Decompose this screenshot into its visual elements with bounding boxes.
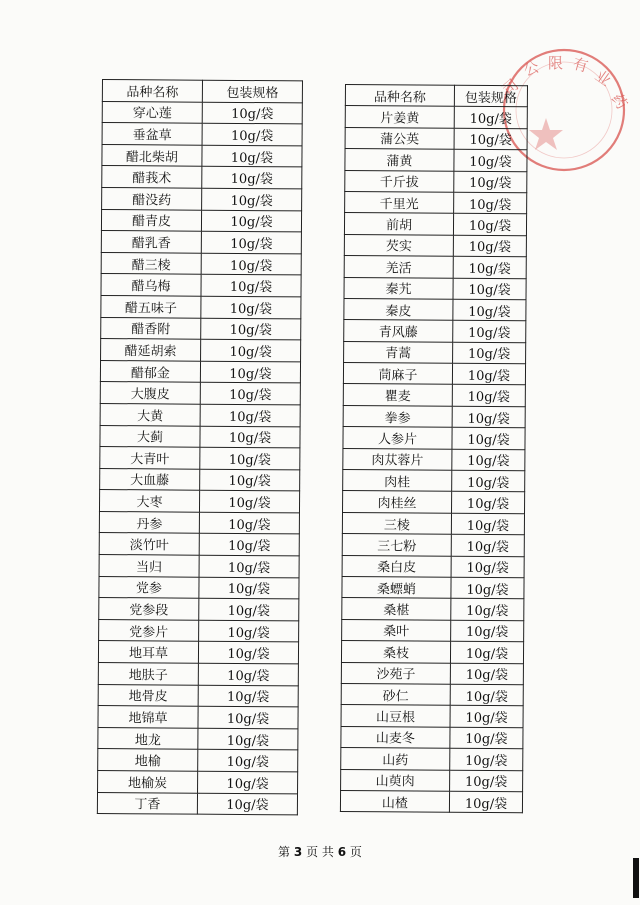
herb-name-cell: 大青叶 xyxy=(100,447,200,469)
table-row xyxy=(100,382,300,405)
package-spec-cell: 10g/袋 xyxy=(450,663,523,685)
herb-name-cell: 拳参 xyxy=(343,405,452,427)
table-row xyxy=(341,683,523,706)
herb-name-cell: 人参片 xyxy=(343,427,452,449)
herb-name-cell: 桑叶 xyxy=(342,619,451,641)
herb-name-cell: 大血藤 xyxy=(100,468,200,490)
herb-name-cell: 沙苑子 xyxy=(341,662,450,684)
herb-name-cell: 蒲黄 xyxy=(345,149,454,171)
package-spec-cell: 10g/袋 xyxy=(197,793,297,815)
package-spec-cell: 10g/袋 xyxy=(451,556,524,578)
herb-name-cell: 党参片 xyxy=(99,619,199,641)
table-row xyxy=(343,448,525,471)
table-header-row xyxy=(345,85,527,108)
package-spec-cell: 10g/袋 xyxy=(451,577,524,599)
svg-text:药: 药 xyxy=(607,89,632,113)
package-spec-cell: 10g/袋 xyxy=(453,214,526,236)
package-spec-cell: 10g/袋 xyxy=(198,771,298,793)
package-spec-cell: 10g/袋 xyxy=(199,620,299,642)
table-row xyxy=(343,427,525,450)
herb-name-cell: 大枣 xyxy=(99,490,199,512)
herb-name-cell: 醋郁金 xyxy=(100,360,200,382)
package-spec-cell: 10g/袋 xyxy=(454,149,527,171)
herb-name-cell: 丹参 xyxy=(99,511,199,533)
svg-text:业: 业 xyxy=(591,66,615,90)
table-row xyxy=(99,533,299,556)
page-number-footer xyxy=(0,843,640,860)
package-spec-cell: 10g/袋 xyxy=(453,256,526,278)
table-row xyxy=(101,209,301,232)
footer-suffix: 页 xyxy=(349,845,362,859)
table-row xyxy=(344,277,526,300)
herb-name-cell: 山楂 xyxy=(340,790,449,812)
package-spec-cell: 10g/袋 xyxy=(450,641,523,663)
package-spec-cell: 10g/袋 xyxy=(199,598,299,620)
package-spec-cell: 10g/袋 xyxy=(200,447,300,469)
table-row xyxy=(101,231,301,254)
package-spec-cell: 10g/袋 xyxy=(453,342,526,364)
herb-name-cell: 前胡 xyxy=(344,213,453,235)
herb-name-cell: 秦皮 xyxy=(344,298,453,320)
footer-middle: 页 共 xyxy=(306,845,334,859)
herb-name-cell: 淡竹叶 xyxy=(99,533,199,555)
table-row xyxy=(340,790,522,813)
svg-text:公: 公 xyxy=(521,57,542,80)
package-spec-cell: 10g/袋 xyxy=(452,470,525,492)
herb-name-cell: 瞿麦 xyxy=(343,384,452,406)
table-row xyxy=(102,101,302,124)
table-row xyxy=(344,213,526,236)
package-spec-cell: 10g/袋 xyxy=(450,684,523,706)
table-row xyxy=(102,166,302,189)
herb-name-cell: 桑白皮 xyxy=(342,555,451,577)
package-spec-cell: 10g/袋 xyxy=(201,275,301,297)
package-spec-cell: 10g/袋 xyxy=(202,145,302,167)
herb-name-cell: 大腹皮 xyxy=(100,382,200,404)
package-spec-cell: 10g/袋 xyxy=(198,728,298,750)
package-spec-cell: 10g/袋 xyxy=(199,512,299,534)
column-header-spec: 包装规格 xyxy=(202,80,302,102)
table-row xyxy=(99,490,299,513)
herb-name-cell: 当归 xyxy=(99,555,199,577)
table-row xyxy=(345,170,527,193)
table-row xyxy=(341,705,523,728)
table-row xyxy=(101,317,301,340)
table-row xyxy=(344,256,526,279)
table-row xyxy=(100,403,300,426)
package-spec-cell: 10g/袋 xyxy=(198,663,298,685)
table-row xyxy=(341,748,523,771)
table-row xyxy=(102,123,302,146)
table-row xyxy=(98,727,298,750)
table-row xyxy=(342,576,524,599)
package-spec-cell: 10g/袋 xyxy=(452,385,525,407)
table-row xyxy=(341,726,523,749)
package-spec-cell: 10g/袋 xyxy=(449,791,522,813)
herb-name-cell: 穿心莲 xyxy=(102,101,202,123)
table-row xyxy=(99,555,299,578)
herb-name-cell: 醋乌梅 xyxy=(101,274,201,296)
package-spec-cell: 10g/袋 xyxy=(200,404,300,426)
herb-name-cell: 大蓟 xyxy=(100,425,200,447)
herb-name-cell: 桑枝 xyxy=(341,641,450,663)
herb-name-cell: 地榆炭 xyxy=(98,770,198,792)
table-row xyxy=(344,298,526,321)
package-spec-cell: 10g/袋 xyxy=(199,534,299,556)
package-spec-cell: 10g/袋 xyxy=(450,727,523,749)
package-spec-cell: 10g/袋 xyxy=(200,426,300,448)
svg-text:有: 有 xyxy=(570,54,591,76)
svg-text:司: 司 xyxy=(499,75,523,100)
package-spec-cell: 10g/袋 xyxy=(199,577,299,599)
table-row xyxy=(344,234,526,257)
table-row xyxy=(100,447,300,470)
herb-name-cell: 茼麻子 xyxy=(343,363,452,385)
package-spec-cell: 10g/袋 xyxy=(452,406,525,428)
package-spec-cell: 10g/袋 xyxy=(200,469,300,491)
package-spec-cell: 10g/袋 xyxy=(198,750,298,772)
column-header-name: 品种名称 xyxy=(345,85,454,107)
table-row xyxy=(98,684,298,707)
table-row xyxy=(341,662,523,685)
herb-name-cell: 羌活 xyxy=(344,256,453,278)
table-row xyxy=(102,187,302,210)
herb-name-cell: 地骨皮 xyxy=(98,684,198,706)
package-spec-cell: 10g/袋 xyxy=(451,620,524,642)
herb-name-cell: 千里光 xyxy=(345,191,454,213)
package-spec-cell: 10g/袋 xyxy=(451,599,524,621)
package-spec-cell: 10g/袋 xyxy=(201,253,301,275)
herb-name-cell: 肉桂丝 xyxy=(343,491,452,513)
table-row xyxy=(102,144,302,167)
table-row xyxy=(97,792,297,815)
herb-name-cell: 醋乳香 xyxy=(101,231,201,253)
herb-name-cell: 桑椹 xyxy=(342,598,451,620)
table-row xyxy=(343,363,525,386)
table-row xyxy=(341,769,523,792)
table-row xyxy=(343,470,525,493)
herb-name-cell: 秦艽 xyxy=(344,277,453,299)
table-row xyxy=(343,384,525,407)
package-spec-cell: 10g/袋 xyxy=(199,490,299,512)
herb-name-cell: 醋五味子 xyxy=(101,295,201,317)
herb-name-cell: 砂仁 xyxy=(341,683,450,705)
table-row xyxy=(344,320,526,343)
package-spec-cell: 10g/袋 xyxy=(452,428,525,450)
table-row xyxy=(101,274,301,297)
package-spec-cell: 10g/袋 xyxy=(453,278,526,300)
package-spec-cell: 10g/袋 xyxy=(454,192,527,214)
herb-name-cell: 醋延胡索 xyxy=(101,339,201,361)
herb-name-cell: 醋三棱 xyxy=(101,252,201,274)
table-row xyxy=(100,360,300,383)
package-spec-cell: 10g/袋 xyxy=(202,167,302,189)
column-header-name: 品种名称 xyxy=(102,80,202,102)
herb-name-cell: 醋没药 xyxy=(102,187,202,209)
herb-name-cell: 片姜黄 xyxy=(345,106,454,128)
table-row xyxy=(101,295,301,318)
package-spec-cell: 10g/袋 xyxy=(198,642,298,664)
herb-name-cell: 山药 xyxy=(341,748,450,770)
herb-name-cell: 青蒿 xyxy=(344,341,453,363)
package-spec-cell: 10g/袋 xyxy=(198,685,298,707)
herb-name-cell: 桑螵蛸 xyxy=(342,576,451,598)
herb-name-cell: 山豆根 xyxy=(341,705,450,727)
package-spec-cell: 10g/袋 xyxy=(201,339,301,361)
package-spec-cell: 10g/袋 xyxy=(201,296,301,318)
package-spec-cell: 10g/袋 xyxy=(201,231,301,253)
package-spec-cell: 10g/袋 xyxy=(200,383,300,405)
table-header-row xyxy=(102,80,302,103)
package-spec-cell: 10g/袋 xyxy=(202,123,302,145)
table-row xyxy=(342,619,524,642)
table-row xyxy=(100,425,300,448)
package-spec-cell: 10g/袋 xyxy=(453,321,526,343)
package-spec-cell: 10g/袋 xyxy=(202,188,302,210)
herb-name-cell: 大黄 xyxy=(100,403,200,425)
package-spec-cell: 10g/袋 xyxy=(454,171,527,193)
table-row xyxy=(98,706,298,729)
package-spec-cell: 10g/袋 xyxy=(201,318,301,340)
herb-name-cell: 地耳草 xyxy=(98,641,198,663)
herb-name-cell: 醋香附 xyxy=(101,317,201,339)
herb-name-cell: 党参段 xyxy=(99,598,199,620)
package-spec-cell: 10g/袋 xyxy=(454,107,527,129)
package-spec-cell: 10g/袋 xyxy=(201,210,301,232)
package-spec-cell: 10g/袋 xyxy=(452,492,525,514)
herb-table-left xyxy=(97,79,303,816)
herb-name-cell: 青风藤 xyxy=(344,320,453,342)
table-row xyxy=(98,641,298,664)
package-spec-cell: 10g/袋 xyxy=(451,534,524,556)
herb-name-cell: 醋北柴胡 xyxy=(102,144,202,166)
package-spec-cell: 10g/袋 xyxy=(450,748,523,770)
column-header-spec: 包装规格 xyxy=(454,85,527,107)
table-row xyxy=(342,534,524,557)
herb-name-cell: 丁香 xyxy=(97,792,197,814)
table-row xyxy=(345,191,527,214)
herb-name-cell: 千斤拔 xyxy=(345,170,454,192)
herb-name-cell: 地锦草 xyxy=(98,706,198,728)
herb-name-cell: 芡实 xyxy=(344,234,453,256)
herb-name-cell: 山萸肉 xyxy=(341,769,450,791)
table-row xyxy=(98,770,298,793)
herb-name-cell: 山麦冬 xyxy=(341,726,450,748)
package-spec-cell: 10g/袋 xyxy=(453,299,526,321)
package-spec-cell: 10g/袋 xyxy=(450,770,523,792)
table-row xyxy=(345,106,527,129)
table-row xyxy=(100,468,300,491)
herb-name-cell: 三棱 xyxy=(342,512,451,534)
herb-name-cell: 醋青皮 xyxy=(101,209,201,231)
package-spec-cell: 10g/袋 xyxy=(452,449,525,471)
table-row xyxy=(343,491,525,514)
table-row xyxy=(101,339,301,362)
package-spec-cell: 10g/袋 xyxy=(198,706,298,728)
package-spec-cell: 10g/袋 xyxy=(202,102,302,124)
current-page-number: 3 xyxy=(293,845,303,859)
herb-name-cell: 蒲公英 xyxy=(345,127,454,149)
table-row xyxy=(345,127,527,150)
table-row xyxy=(101,252,301,275)
package-spec-cell: 10g/袋 xyxy=(450,706,523,728)
herb-name-cell: 三七粉 xyxy=(342,534,451,556)
package-spec-cell: 10g/袋 xyxy=(452,363,525,385)
table-row xyxy=(345,149,527,172)
herb-name-cell: 地龙 xyxy=(98,727,198,749)
total-page-number: 6 xyxy=(337,845,347,859)
herb-name-cell: 肉苁蓉片 xyxy=(343,448,452,470)
footer-prefix: 第 xyxy=(278,845,291,859)
herb-name-cell: 垂盆草 xyxy=(102,123,202,145)
package-spec-cell: 10g/袋 xyxy=(454,128,527,150)
table-row xyxy=(342,512,524,535)
table-row xyxy=(344,341,526,364)
herb-name-cell: 醋莪术 xyxy=(102,166,202,188)
table-row xyxy=(342,598,524,621)
table-row xyxy=(98,663,298,686)
package-spec-cell: 10g/袋 xyxy=(199,555,299,577)
table-row xyxy=(343,405,525,428)
table-row xyxy=(99,619,299,642)
table-row xyxy=(99,576,299,599)
package-spec-cell: 10g/袋 xyxy=(200,361,300,383)
herb-name-cell: 肉桂 xyxy=(343,470,452,492)
herb-name-cell: 党参 xyxy=(99,576,199,598)
herb-table-right xyxy=(340,84,528,814)
herb-name-cell: 地榆 xyxy=(98,749,198,771)
table-row xyxy=(99,598,299,621)
svg-text:限: 限 xyxy=(548,54,564,72)
package-spec-cell: 10g/袋 xyxy=(451,513,524,535)
package-spec-cell: 10g/袋 xyxy=(453,235,526,257)
table-row xyxy=(342,555,524,578)
table-row xyxy=(341,641,523,664)
table-row xyxy=(98,749,298,772)
scan-edge-mark xyxy=(633,858,639,898)
herb-name-cell: 地肤子 xyxy=(98,663,198,685)
table-row xyxy=(99,511,299,534)
